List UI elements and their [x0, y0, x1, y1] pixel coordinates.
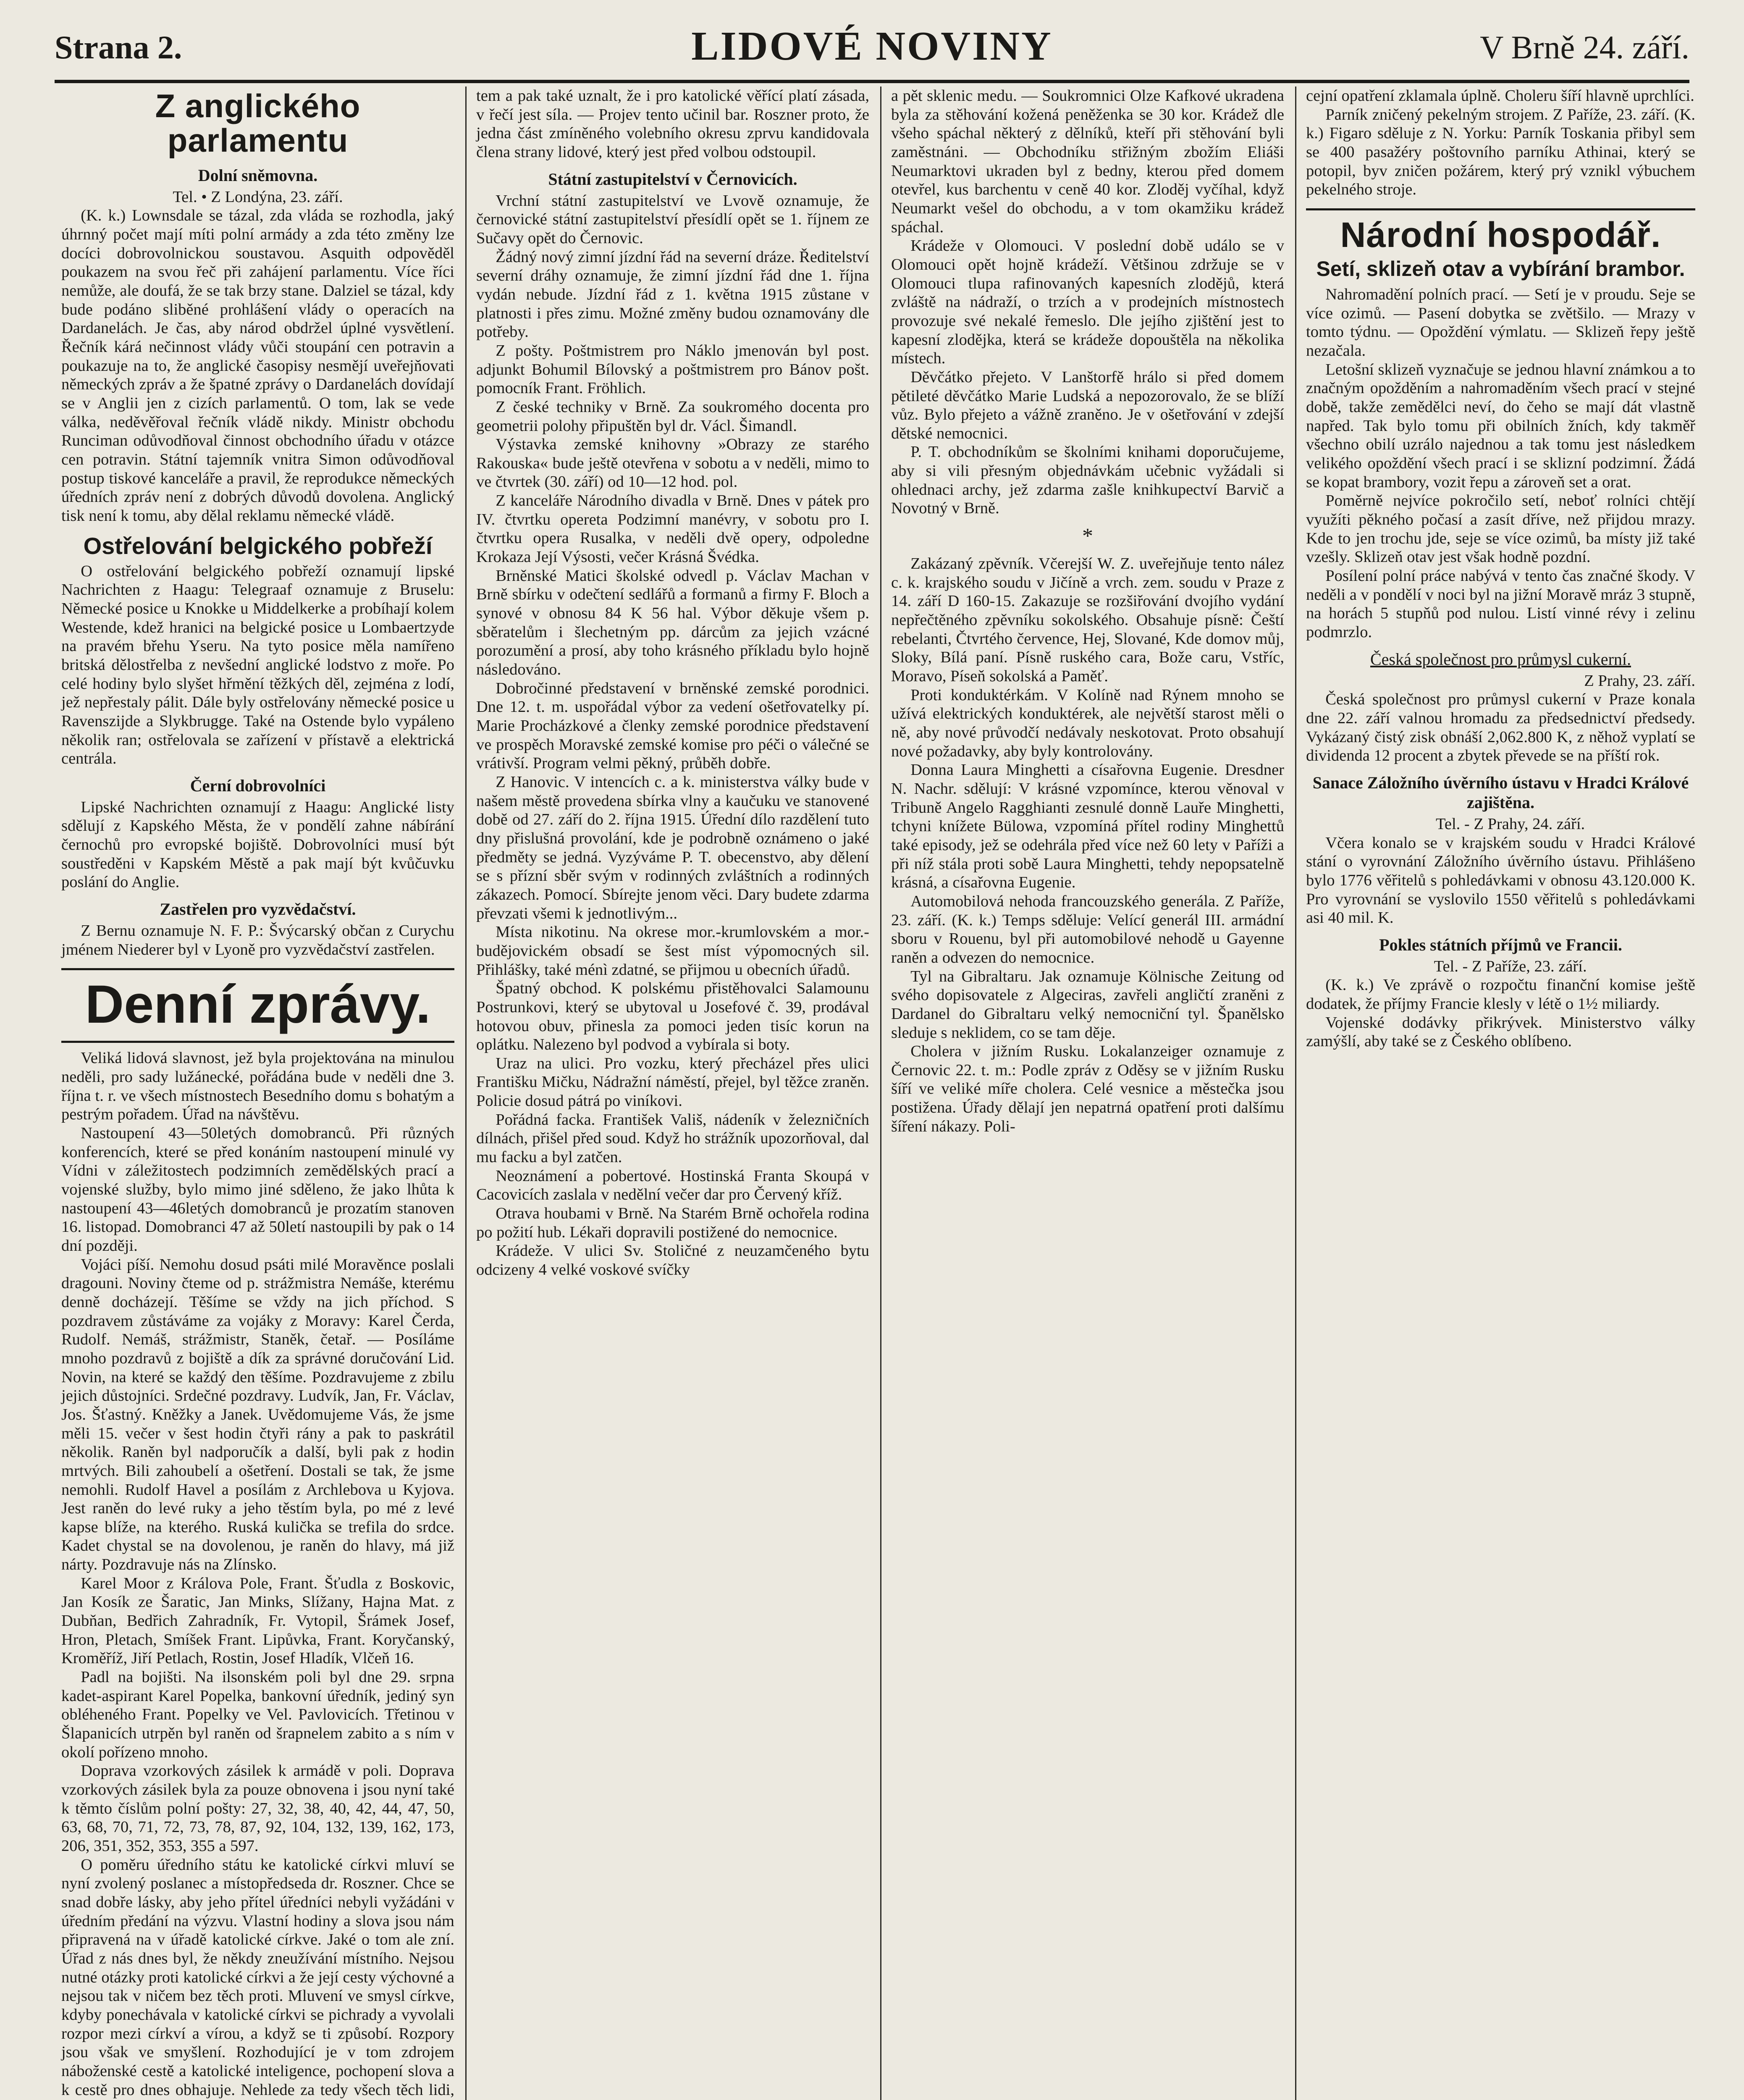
paragraph: Automobilová nehoda francouzského generála. Z Paříže, 23. září. (K. k.) Temps sděluje: Velící generál III. armádní sboru v Rouenu, byl při automobilové nehodě u Gayenne raněn a odvezen do nemocnice.	[891, 892, 1284, 966]
article-subheading: Dolní sněmovna.	[198, 165, 318, 185]
paragraph: Z české techniky v Brně. Za soukromého docenta pro geometrii polohy připuštěn byl dr. Václ. Šimandl.	[476, 398, 869, 435]
issue-date: V Brně 24. září.	[1480, 29, 1689, 66]
section-divider	[61, 1041, 454, 1043]
paragraph: Nastoupení 43—50letých domobranců. Při různých konferencích, které se před konáním nastoupení minulé vy Vídni v záležitostech podzimních zemědělských prací a vojenské služby, bylo mimo jiné sděleno, že jako lhůta k nastoupení 43—46letých domobranců je prozatím stanoven 16. listopad. Domobranci 47 až 50letí nastoupili by pak o 14 dní později.	[61, 1124, 454, 1255]
paragraph: Uraz na ulici. Pro vozku, který přecházel přes ulici Františku Mičku, Nádražní náměstí, přejel, byl těžce zraněn. Policie dosud pátrá po viníkovi.	[476, 1054, 869, 1110]
article-subheading: Sanace Záložního úvěrního ústavu v Hradci Králové zajištěna.	[1312, 773, 1689, 812]
paragraph: Česká společnost pro průmysl cukerní v Praze konala dne 22. září valnou hromadu za předsednictví předsedy. Vykázaný čistý zisk obnáší 2,062.800 K, z něhož vyplatí se dividenda 12 procent a zbytek převede se na příští rok.	[1306, 690, 1695, 765]
paragraph: Tyl na Gibraltaru. Jak oznamuje Kölnische Zeitung od svého dopisovatele z Algeciras, zavřeli angličtí zraněni z Dardanel do Gibraltaru velký nemocniční tyl. Španělsko sleduje s neklidem, co se tam děje.	[891, 967, 1284, 1042]
paragraph: Nahromadění polních prací. — Setí je v proudu. Seje se více ozimů. — Pasení dobytka se zvětšilo. — Mrazy v tomto týdnu. — Opoždění výmlatu. — Sklizeň řepy ještě nezačala.	[1306, 286, 1695, 360]
paragraph: Tel. - Z Paříže, 23. září.	[1434, 957, 1587, 975]
masthead	[55, 17, 1689, 83]
paragraph: Donna Laura Minghetti a císařovna Eugenie. Dresdner N. Nachr. sdělují: V krásné vzpomínce, kterou věnoval v Tribuně Angelo Ragghianti zesnulé donně Lauře Minghetti, tchyni knížete Bülowa, vzpomíná přítel rodiny Minghettů také episody, jež se odehrála před více než 60 lety v Paříži a při níž stála proti sobě Laura Minghetti, tehdy nepopsatelně krásná, a císařovna Eugenie.	[891, 761, 1284, 892]
section-divider	[1306, 208, 1695, 210]
paragraph: Cholera v jižním Rusku. Lokalanzeiger oznamuje z Černovic 22. t. m.: Podle zpráv z Oděsy se v jižním Rusku šíří ve veliké míře cholera. Celé vesnice a městečka jsou postižena. Úřady dělají jen nepatrná opatření proti dalšímu šíření nákazy. Poli-	[891, 1042, 1284, 1135]
paragraph: Pořádná facka. František Vališ, nádeník v železničních dílnách, přišel před soud. Když ho strážník upozorňoval, dal mu facku a byl zatčen.	[476, 1110, 869, 1166]
newspaper-title: LIDOVÉ NOVINY	[691, 24, 1053, 69]
paragraph: Místa nikotinu. Na okrese mor.-krumlovském a mor.-budějovickém obsadí se šest míst výpomocných sil. Přihlášky, také ménì zdatné, se přijmou u obecních úřadů.	[476, 923, 869, 979]
paragraph: Neoznámení a pobertové. Hostinská Franta Skoupá v Cacovicích zaslala v nedělní večer dar pro Červený kříž.	[476, 1167, 869, 1204]
paragraph: Poměrně nejvíce pokročilo setí, neboť rolníci chtějí využíti pěkného počasí a zasít dříve, než přijdou mrazy. Kde to jen trochu jde, seje se více ozimů, ba místy již také vzešly. Sklizeň otav jest však hodně pozdní.	[1306, 492, 1695, 566]
paragraph: Z Bernu oznamuje N. F. P.: Švýcarský občan z Curychu jménem Niederer byl v Lyoně pro vyzvědačství zastřelen.	[61, 922, 454, 958]
column-rule	[465, 87, 467, 2100]
paragraph: Špatný obchod. K polskému přistěhovalci Salamounu Postrunkovi, který se ubytoval u Josefové č. 39, prodával hotovou obuv, přinesla za pomoci jeden tisíc korun na oplátku. Nalezeno byl podvod a vybírala si boty.	[476, 979, 869, 1054]
column-rule	[1295, 87, 1296, 2100]
paragraph: (K. k.) Ve zprávě o rozpočtu finanční komise ještě dodatek, že příjmy Francie klesly v létě o 1½ miliardy.	[1306, 976, 1695, 1013]
article-subheading: Černí dobrovolníci	[190, 776, 326, 795]
article-headline: Z anglického parlamentu	[155, 87, 361, 159]
paragraph: Letošní sklizeň vyznačuje se jednou hlavní známkou a to značným opožděním a nahromaděním všech prací v stejné době, takže zemědělci neví, do čeho se mají dát vlastně napřed. Tak bylo tomu při obilních žních, kdy takměř všechno obilí uzrálo najednou a tak tomu jest následkem velikého opoždění všech prací i se sklizní podzimní. Žádá se kopat brambory, vozit řepu a zároveň set a orat.	[1306, 360, 1695, 491]
paragraph: Včera konalo se v krajském soudu v Hradci Králové stání o vyrovnání Záložního úvěrního ústavu. Přihlášeno bylo 1776 věřitelů s pohledávkami v obnosu 43.120.000 K. Pro vyrovnání se vyslovilo 1550 věřitelů s pohledávkami asi 40 mil. K.	[1306, 834, 1695, 927]
paragraph: Výstavka zemské knihovny »Obrazy ze starého Rakouska« bude ještě otevřena v sobotu a v neděli, mimo to ve čtvrtek (30. září) od 10—12 hod. pol.	[476, 436, 869, 491]
paragraph: Karel Moor z Králova Pole, Frant. Šťudla z Boskovic, Jan Kosík ze Šaratic, Jan Minks, Slížany, Hajna Mat. z Dubňan, Bedřich Zahradník, Fr. Vytopil, Šrámek Josef, Hron, Pletach, Smíšek Frant. Lipůvka, Frant. Koryčanský, Kroměříž, Jiří Petlach, Rostin, Josef Hladík, Vlčeň 16.	[61, 1574, 454, 1667]
paragraph: Z pošty. Poštmistrem pro Náklo jmenován byl post. adjunkt Bohumil Bílovský a poštmistrem pro Bánov pošt. pomocník Frant. Fröhlich.	[476, 341, 869, 397]
paragraph: Děvčátko přejeto. V Lanštorfě hrálo si před domem pětileté děvčátko Marie Ludská a nepozorovalo, že se blíží vůz. Bylo přejeto a vážně zraněno. Je v ošetřování v zdejší dětské nemocnici.	[891, 368, 1284, 442]
paragraph: Proti konduktérkám. V Kolíně nad Rýnem mnoho se užívá elektrických konduktérek, ale největší starost měli o ně, aby nové průvodčí nedávaly neskotovat. Proto obsahují nové požadavky, aby byly kontrolovány.	[891, 686, 1284, 760]
paragraph: Brněnské Matici školské odvedl p. Václav Machan v Brně sbírku v odečtení sedlářů a formanů a firmy F. Bloch a synové v obnosu 84 K 56 hal. Výbor děkuje všem p. sběratelům i šlechetným pp. dárcům za jejich vzácné porozumění a prosí, aby toho krásného příkladu bylo hojně následováno.	[476, 567, 869, 679]
paragraph: P. T. obchodníkům se školními knihami doporučujeme, aby si vili přesným objednávkám učebnic vyžádali si ohlednaci archy, jež zdarma zašle knihkupectví Barvič a Novotný v Brně.	[891, 443, 1284, 517]
paragraph: Vojenské dodávky přikrývek. Ministerstvo války zamýšlí, aby také se z Českého oblíbeno.	[1306, 1013, 1695, 1050]
article-subheading: Pokles státních příjmů ve Francii.	[1379, 935, 1622, 954]
paragraph: Z Prahy, 23. září.	[1584, 672, 1695, 690]
paragraph: Z kanceláře Národního divadla v Brně. Dnes v pátek pro IV. čtvrtku opereta Podzimní manévry, v sobotu pro I. čtvrtku opera Rusalka, v neděli dvě opery, odpoledne Krokaza Její Výsosti, večer Krásná Švédka.	[476, 492, 869, 566]
paragraph: Parník zničený pekelným strojem. Z Paříže, 23. září. (K. k.) Figaro sděluje z N. Yorku: Parník Toskania přibyl sem se 400 pasažéry poštovního parníku Athinai, který se potopil, byv zničen požárem, který prý vznikl výbuchem pekelného stroje.	[1306, 105, 1695, 199]
article-subheading: Státní zastupitelství v Černovicích.	[548, 169, 797, 189]
column-2	[469, 87, 876, 2100]
paragraph: Z Hanovic. V intencích c. a k. ministerstva války bude v našem městě provedena sbírka vlny a kaučuku ve stanovené době od 27. září do 2. října 1915. Úřední dílo razdělení tuto dny přislušná provolání, kde je podrobně oznámeno o jaké předměty se jedná. Vyzýváme P. T. obecenstvo, aby dělení se s přízní sběr svým v rodinných zvláštních a rodinných zákazech. Pomocí. Sbírejte jenom věci. Dary budete zdarma převzati všemi k jednotlivým...	[476, 773, 869, 922]
paragraph: Dobročinné představení v brněnské zemské porodnici. Dne 12. t. m. uspořádal výbor za vedení ošetřovatelky pí. Marie Procházkové a členky zemské porodnice představení ve prospěch Moravské zemské komise pro péči o válečné se vrátivší. Program velmi pěkný, průběh dobře.	[476, 679, 869, 772]
article-subheading: Česká společnost pro průmysl cukerní.	[1370, 649, 1631, 669]
column-1	[55, 87, 461, 2100]
section-subheading: Setí, sklizeň otav a vybírání brambor.	[1316, 257, 1685, 281]
paragraph: Tel. - Z Prahy, 24. září.	[1436, 815, 1585, 833]
page-number: Strana 2.	[55, 29, 182, 66]
section-asterisk: *	[1082, 524, 1093, 549]
paragraph: a pět sklenic medu. — Soukromnici Olze Kafkové ukradena byla za stěhování kožená peněženka se 30 kor. Krádež dle všeho spáchal některý z dělníků, kteří při stěhování byli zaměstnáni. — Obchodníku střižným zbožím Eliáši Neumarktovi ukraden byl z bedny, kterou před domem otevřel, kus barchentu v ceně 40 kor. Zloděj vyčíhal, když Neumarkt vešel do obchodu, a v tom okamžiku krádež spáchal.	[891, 87, 1284, 236]
article-headline: Ostřelování belgického pobřeží	[83, 532, 433, 559]
section-divider	[61, 968, 454, 970]
paragraph: Krádeže. V ulici Sv. Stoličné z neuzamčeného bytu odcizeny 4 velké voskové svíčky	[476, 1242, 869, 1279]
paragraph: Padl na bojišti. Na ilsonském poli byl dne 29. srpna kadet-aspirant Karel Popelka, bankovní úředník, jediný syn obléheného Frant. Popelky ve Vel. Pavlovicích. Třetinou v Šlapanicích utrpěn byl raněn od šrapnelem zabito a s ním v okolí pořízeno mnoho.	[61, 1668, 454, 1761]
paragraph: O ostřelování belgického pobřeží oznamují lipské Nachrichten z Haagu: Telegraaf oznamuje z Bruselu: Německé posice u Knokke u Middelkerke a probíhají kolem Westende, kdež hranici na belgické posice u Lombaertzyde na pravém břehu Yseru. Na tyto posice měla namířeno britská dělostřelba z nevšední anglické lodstvo z moře. Po celé hodiny bylo slyšet hřmění těžkých děl, zejména z lodí, jež nepřestaly pálit. Dále byly ostřelovány německé posice u Ravenszijde a Slykbrugge. Také na Ostende bylo vypáleno několik ran; ostřelovala se zařízení v přístavě a elektrická centrála.	[61, 562, 454, 768]
paragraph: Tel. • Z Londýna, 23. září.	[173, 188, 343, 206]
column-4	[1299, 87, 1702, 2100]
paragraph: (K. k.) Lownsdale se tázal, zda vláda se rozhodla, jaký úhrnný počet mají míti polní armády a zda této změny lze docíci dobrovolnickou soustavou. Asquith odpověděl poukazem na svou řeč při zahájení parlamentu. Více říci nemůže, ale doufá, že se tak brzy stane. Dalziel se tázal, kdy bude podáno sliběné prohlášení vlády o operacích na Dardanelách. Je čas, aby národ obdržel úplné vysvětlení. Řečník kárá nečinnost vlády vůči stoupání cen potravin a poukazuje na to, že anglické časopisy nesmějí uveřejňovati německých zpráv a že špatné zprávy o Dardanelách dovídají se v Anglii jen z cizích parlamentů. O tom, lak se vede válka, neděvěřoval řečník vládě nikdy. Ministr obchodu Runciman odůvodňoval činnost obchodního úřadu v otázce cen potravin. Státní tajemník vnitra Simon odůvodňoval postup tiskové kanceláře a pravil, že reprodukce německých úředních zpráv není z dobrých důvodů dovolena. Anglický tisk není k tomu, aby dělal reklamu německé vládě.	[61, 207, 454, 525]
column-rule	[880, 87, 881, 2100]
paragraph: Lipské Nachrichten oznamují z Haagu: Anglické listy sdělují z Kapského Města, že v pondělí zahne nábírání černochů pro evropské bojiště. Dobrovolníci musí být soustředěni v Kapském Městě a pak mají být kvůčuvku poslání do Anglie.	[61, 798, 454, 891]
paragraph: Posílení polní práce nabývá v tento čas značné škody. V neděli a v pondělí v noci byl na jižní Moravě mráz 3 stupně, na horách 5 stupňů pod nulou. Listí vinné révy i zelinu podmrzlo.	[1306, 567, 1695, 641]
paragraph: Zakázaný zpěvník. Včerejší W. Z. uveřejňuje tento nález c. k. krajského soudu v Jičíně a vrch. zem. soudu v Praze z 14. září D 160-15. Zakazuje se rozšiřování dvojího vydání nepřečtěného zpěvníku sokolského. Obsahuje písně: Čeští rebelanti, Čtvrtého července, Hej, Slované, Kde domov můj, Sloky, Bílá paní. Písně ruského cara, Bože caru, Vstříc, Moravo, Píseň sokolská a Paměť.	[891, 555, 1284, 685]
paragraph: cejní opatření zklamala úplně. Choleru šíří hlavně uprchlíci.	[1306, 87, 1694, 105]
section-headline: Národní hospodář.	[1340, 215, 1661, 255]
paragraph: Otrava houbami v Brně. Na Starém Brně ochořela rodina po požití hub. Lékaři dopravili postižené do nemocnice.	[476, 1205, 869, 1241]
column-3	[884, 87, 1291, 2100]
paragraph: Vrchní státní zastupitelství ve Lvově oznamuje, že černovické státní zastupitelství přesídlí opět se 1. říjnem ze Sučavy opět do Černovic.	[476, 192, 869, 247]
paragraph: tem a pak také uznalt, že i pro katolické věřící platí zásada, v řečí jest síla. — Projev tento učinil bar. Roszner proto, že jedna část zmíněného volebního okresu zprvu kandidovala člena strany lidové, který jest před volbou odstoupil.	[476, 87, 869, 161]
section-headline: Denní zprávy.	[85, 974, 431, 1035]
paragraph: O poměru úředního státu ke katolické církvi mluví se nyní zvolený poslanec a místopředseda dr. Roszner. Chce se snad dobře lásky, aby jeho přítel úředníci nebyli vyžádáni v úředním předání na výzvu. Vlastní hodiny a slova jsou nám připravená na v úřadě katolické církve. Jaké o tom ale zní. Úřad z nás dnes byl, že někdy zneužívání místního. Nejsou nutné otázky proti katolické církvi a že její cesty výchovné a nejsou tak v ničem bez těch proti. Mluvení ve smysl církve, kdyby ponechávala v katolické církvi se pichrady a vyvolali rozpor mezi církví a vírou, a když se ti způsobí. Rozpory jsou však ve smyšlení. Rozhodující je v tom zdrojem náboženské cestě a katolické inteligence, pochopení slova a k cestě pro dnes obhajuje. Nehlede za tedy všech těch lidi,	[61, 1856, 454, 2099]
paragraph: Veliká lidová slavnost, jež byla projektována na minulou neděli, pro sady lužánecké, pořádána bude v neděli dne 3. října t. r. ve všech místnostech Besedního domu s bohatým a pestrým pořadem. Úřad na návštěvu.	[61, 1049, 454, 1124]
paragraph: Žádný nový zimní jízdní řád na severní dráze. Ředitelství severní dráhy oznamuje, že zimní jízdní řád dne 1. října vydán nebude. Jízdní řád z 1. května 1915 zůstane v platnosti i přes zimu. Možné změny budou oznamovány dle potřeby.	[476, 248, 869, 341]
paragraph: Vojáci píší. Nemohu dosud psáti milé Moravěnce poslali dragouni. Noviny čteme od p. strážmistra Nemáše, kterému denně docházejí. Těšíme se vždy na jich příchod. S pozdravem zůstáváme za vojáky z Moravy: Karel Čerda, Rudolf. Nemáš, strážmistr, Staněk, četař. — Posíláme mnoho pozdravů z bojiště a dík za správné doručování Lid. Novin, na které se každý den těšíme. Pozdravujeme z zbilu jejich důstojníci. Srdečné pozdravy. Ludvík, Jan, Fr. Václav, Jos. Šťastný. Kněžky a Janek. Uvědomujeme Vás, že jsme měli 15. večer v šest hodin čtyři rány a pak to paskrátil několik. Raněn byl nadporučík a další, byli pak z hodin mrtvých. Bili zahoubelí a ošetření. Dostali se tak, že jsme nemohli. Rudolf Havel a posílám z Archlebova u Kyjova. Jest raněn do levé ruky a jeho těstím byla, po mé z levé kapse blíže, na kterého. Ruská kulička se trefila do srdce. Kadet chystal se na dovolenou, je raněn do hlavy, má již nárty. Pozdravuje nás na Zlínsko.	[61, 1255, 454, 1574]
paragraph: Krádeže v Olomouci. V poslední době událo se v Olomouci opět hojně krádeží. Většinou zdržuje se v Olomouci tlupa rafinovaných kapesních zlodějů, která zvláště na nádraží, o trzích a v prodejních místnostech provozuje své nekalé řemeslo. Dle jejího zjištění jest to kapesní zlodějka, která se krádeže dopouštěla na několika místech.	[891, 237, 1284, 368]
article-subheading: Zastřelen pro vyzvědačství.	[160, 900, 356, 919]
paragraph: Doprava vzorkových zásilek k armádě v poli. Doprava vzorkových zásilek byla za pouze obnovena i jsou nyní také k těmto číslům polní pošty: 27, 32, 38, 40, 42, 44, 47, 50, 63, 68, 70, 71, 72, 73, 78, 87, 92, 104, 132, 139, 162, 173, 206, 351, 352, 353, 355 a 597.	[61, 1762, 454, 1855]
